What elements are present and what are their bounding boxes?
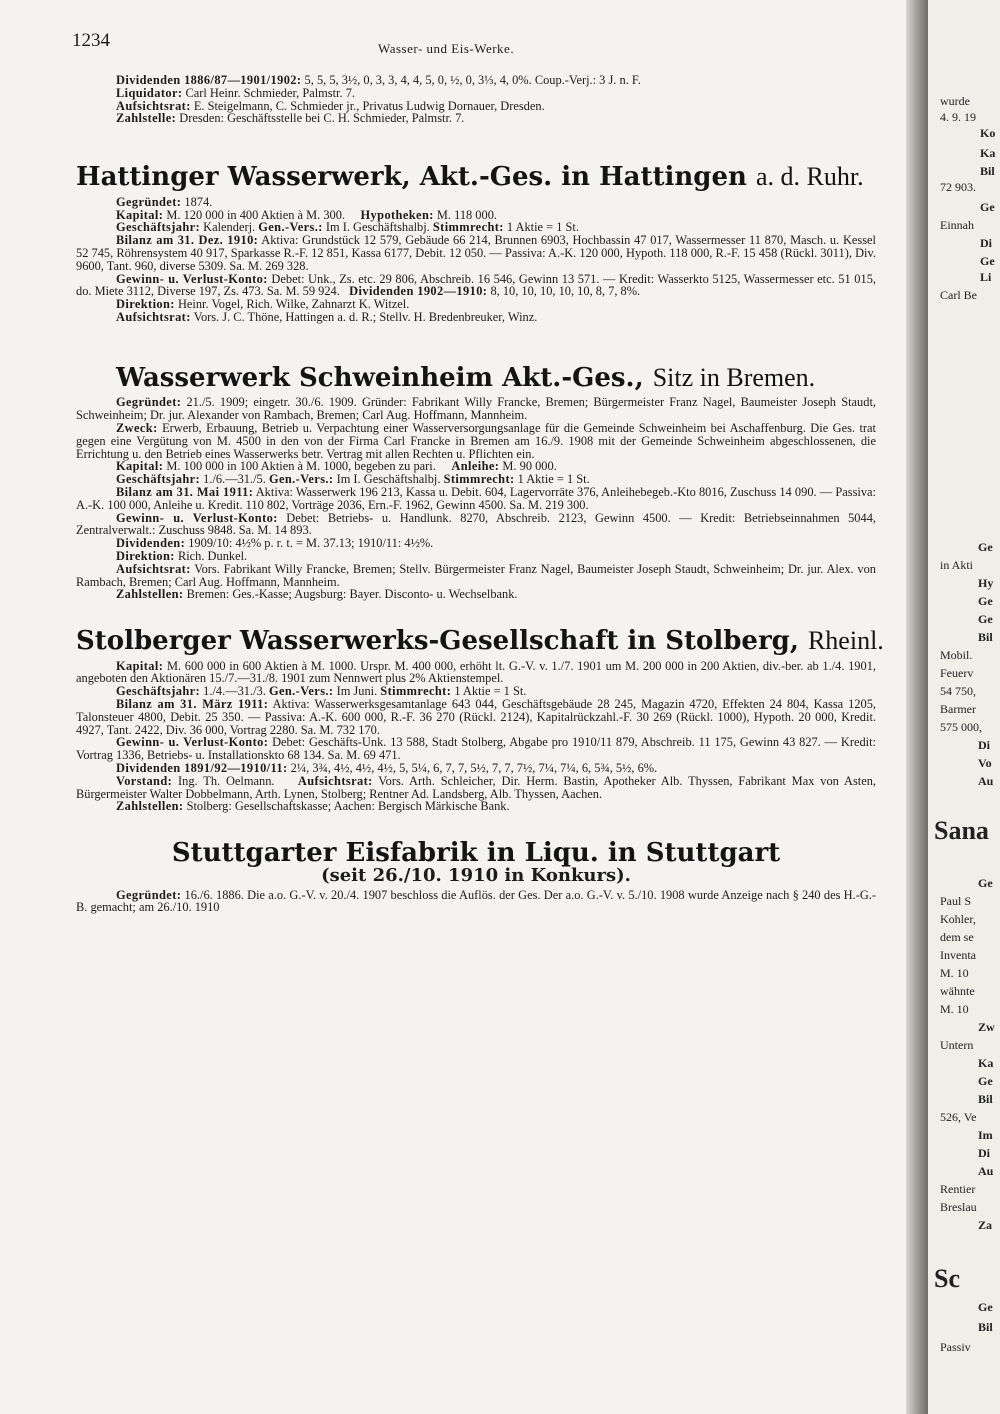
adjacent-fragment: 526, Ve (940, 1110, 977, 1124)
adjacent-fragment: Ge (980, 200, 995, 214)
field-value: 1874. (184, 194, 213, 209)
field-label: Kapital: (116, 207, 164, 222)
field-value: 8, 10, 10, 10, 10, 10, 8, 7, 8%. (490, 284, 641, 299)
adjacent-fragment: wähnte (940, 984, 975, 998)
field-value: Debet: Unk., Zs. etc. 29 806, Abschreib. 16 546, Gewinn 13 571. — Kredit: Wasserkto 5125, Wassermesser etc. 51 015, do. Miete 3112, Diverse 197, Zs. 473. Sa. M. 59 924. (76, 271, 876, 299)
field-value: 1./4.—31./3. (203, 684, 266, 699)
book-gutter (906, 0, 928, 1414)
field-value: M. 120 000 in 400 Aktien à M. 300. (166, 207, 346, 222)
field-value: 16./6. 1886. Die a.o. G.-V. v. 20./4. 1907 beschloss die Auflös. der Ges. Der a.o. G.-V. v. 5./10. 1908 wurde Anzeige nach § 240 des H.-G.-B. gemacht; am 26./10. 1910 (76, 887, 876, 915)
field-value: Coup.-Verj.: 3 J. n. F. (534, 73, 641, 87)
field-label: Zweck: (116, 420, 158, 435)
adjacent-fragment: 575 000, (940, 720, 982, 734)
field-label: Gegründet: (116, 194, 182, 209)
field-value: Rich. Dunkel. (177, 548, 248, 563)
field-value: Heinr. Vogel, Rich. Wilke, Zahnarzt K. Witzel. (177, 297, 410, 312)
field-value: Debet: Geschäfts-Unk. 13 588, Stadt Stolberg, Abgabe pro 1910/11 879, Abschreib. 11 175, Gewinn 43 827. — Kredit: Vortrag 1336, Betriebs- u. Installationskto 68 134. Sa. M. 69 471. (76, 735, 876, 763)
field-value: 1./6.—31./5. (203, 472, 266, 487)
entry-stolberger-wasserwerks (76, 626, 884, 814)
company-title: Stolberger Wasserwerks-Gesellschaft in Stolberg, Rheinl. (76, 626, 884, 657)
field-value: M. 600 000 in 600 Aktien à M. 1000. Urspr. M. 400 000, erhöht lt. G.-V. v. 1./7. 1901 um M. 200 000 in 200 Aktien, div.-ber. ab 1./4. 1901, angeboten den Aktionären 15./7.—31./8. 1901 zum Nennwert plus 2% Aktienstempel. (76, 658, 876, 686)
entry-hattinger-wasserwerk (76, 163, 876, 324)
field-label: Anleihe: (451, 459, 500, 474)
adjacent-fragment: Sc (934, 1264, 960, 1293)
adjacent-fragment: Ka (978, 1056, 994, 1070)
field-value: 5, 5, 5, 3½, 0, 3, 3, 4, 4, 5, 0, ½, 0, 3⅓, 4, 0%. (304, 73, 532, 87)
adjacent-fragment: Breslau (940, 1200, 977, 1214)
adjacent-fragment: Barmer (940, 702, 976, 716)
field-label: Kapital: (116, 459, 164, 474)
adjacent-fragment: Mobil. (940, 648, 973, 662)
field-value: 1 Aktie = 1 St. (506, 220, 579, 235)
adjacent-fragment: Ge (978, 1074, 993, 1088)
adjacent-fragment: Bil (978, 630, 993, 644)
field-label: Geschäftsjahr: (116, 220, 201, 235)
field-label: Bilanz am 31. März 1911: (116, 697, 269, 712)
field-value: Erwerb, Erbauung, Betrieb u. Verpachtung einer Wasserversorgungsanlage für die Gemeinde Schweinheim bei Aschaffenburg. Die Ges. trat gegen eine Vergütung von M. 4500 in den von der Firma Carl Francke in Bremen am 16./9. 1908 mit der Gemeinde Schweinheim abgeschlossenen, die Errichtung u. den Betrieb eines Wasserwerks betr. Vertrag mit allen Rechten u. Pflichten ein. (76, 420, 876, 461)
field-value: 1 Aktie = 1 St. (454, 684, 527, 699)
field-label: Gewinn- u. Verlust-Konto: (116, 735, 269, 750)
field-label: Dividenden 1886/87—1901/1902: (116, 73, 302, 87)
field-label: Stimmrecht: (432, 220, 504, 235)
adjacent-fragment: Bil (978, 1320, 993, 1334)
adjacent-fragment: 72 903. (940, 180, 976, 194)
adjacent-fragment: Vo (978, 756, 992, 770)
field-label: Direktion: (116, 297, 175, 312)
field-value: Kalenderj. (203, 220, 256, 235)
field-label: Aufsichtsrat: (116, 98, 191, 113)
field-label: Gen.-Vers.: (258, 220, 323, 235)
field-label: Zahlstelle: (116, 111, 177, 126)
adjacent-fragment: Ge (978, 1300, 993, 1314)
running-head: Wasser- und Eis-Werke. (378, 41, 515, 56)
field-value: Carl Heinr. Schmieder, Palmstr. 7. (185, 85, 355, 100)
adjacent-fragment: Im (978, 1128, 993, 1142)
adjacent-page-fragments (928, 0, 1000, 1414)
field-value: Dresden: Geschäftsstelle bei C. H. Schmieder, Palmstr. 7. (179, 111, 465, 126)
field-label: Dividenden 1891/92—1910/11: (116, 761, 288, 776)
field-label: Vorstand: (116, 773, 173, 788)
adjacent-fragment: Sana (934, 816, 989, 845)
adjacent-fragment: Di (978, 1146, 990, 1160)
field-value: M. 118 000. (436, 207, 497, 222)
field-label: Gegründet: (116, 887, 182, 902)
field-label: Zahlstellen: (116, 799, 184, 814)
company-title: Wasserwerk Schweinheim Akt.-Ges., Sitz in Bremen. (116, 362, 816, 393)
adjacent-fragment: Rentier (940, 1182, 976, 1196)
page-number: 1234 (72, 30, 110, 51)
field-label: Aufsichtsrat: (116, 309, 191, 324)
adjacent-fragment: Di (980, 236, 992, 250)
adjacent-fragment: Li (980, 270, 992, 284)
adjacent-fragment: Ge (978, 612, 993, 626)
field-value: E. Steigelmann, C. Schmieder jr., Privatus Ludwig Dornauer, Dresden. (193, 98, 545, 113)
adjacent-fragment: Paul S (940, 894, 972, 908)
field-value: Im I. Geschäftshalbj. (325, 220, 430, 235)
field-value: 1909/10: 4½% p. r. t. = M. 37.13; 1910/11: 4½%. (188, 536, 434, 551)
field-label: Aufsichtsrat: (116, 561, 191, 576)
field-value: 1 Aktie = 1 St. (517, 472, 590, 487)
adjacent-fragment: 54 750, (940, 684, 976, 698)
field-value: Bremen: Ges.-Kasse; Augsburg: Bayer. Disconto- u. Wechselbank. (186, 587, 518, 602)
field-label: Gen.-Vers.: (268, 684, 334, 699)
adjacent-fragment: Ko (980, 126, 996, 140)
adjacent-fragment: Di (978, 738, 990, 752)
adjacent-fragment: Einnah (940, 218, 974, 232)
field-value: Im Juni. (336, 684, 378, 699)
field-value: Stolberg: Gesellschaftskasse; Aachen: Bergisch Märkische Bank. (186, 799, 510, 814)
field-label: Gewinn- u. Verlust-Konto: (116, 271, 268, 286)
adjacent-fragment: 4. 9. 19 (940, 110, 976, 124)
field-label: Aufsichtsrat: (297, 773, 373, 788)
company-subtitle: (seit 26./10. 1910 in Konkurs). (321, 864, 631, 886)
adjacent-fragment: Passiv (940, 1340, 971, 1354)
field-label: Dividenden 1902—1910: (349, 284, 488, 299)
field-value: Aktiva: Grundstück 12 579, Gebäude 66 214, Brunnen 6903, Hochbassin 47 017, Wassermesser 11 870, Masch. u. Kessel 52 745, Röhrensystem 40 917, Sparkasse R.-F. 12 851, Kassa 6177, Debit. 12 050. — Passiva: A.-K. 120 000, Hypoth. 118 000, R.-F. 15 458 (Rückl. 3011), Div. 9600, Tant. 960, diverse 5309. Sa. M. 269 328. (76, 233, 876, 273)
field-label: Liquidator: (116, 85, 183, 100)
adjacent-fragment: Hy (978, 576, 994, 590)
field-value: 2¼, 3¾, 4½, 4½, 4½, 5, 5¼, 6, 7, 7, 5½, 7, 7, 7½, 7¼, 7¼, 6, 5¾, 5½, 6%. (290, 761, 658, 776)
adjacent-fragment: Ge (978, 876, 993, 890)
field-label: Stimmrecht: (380, 684, 452, 699)
entry-previous-continued (76, 74, 876, 125)
adjacent-fragment: Za (978, 1218, 993, 1232)
adjacent-fragment: Au (978, 774, 994, 788)
field-value: M. 90 000. (502, 459, 557, 474)
page-content (76, 73, 884, 915)
entry-stuttgarter-eisfabrik (76, 839, 876, 914)
field-label: Geschäftsjahr: (116, 472, 201, 487)
adjacent-fragment: in Akti (940, 558, 974, 572)
field-value: Vors. Arth. Schleicher, Dir. Herm. Bastin, Apotheker Alb. Thyssen, Fabrikant Max von Asten, Bürgermeister Walter Dobbelmann, Arth. Lynen, Stolberg; Rentner Ad. Landsberg, Alb. Thyssen, Aachen. (76, 773, 877, 801)
field-label: Bilanz am 31. Dez. 1910: (116, 233, 259, 248)
adjacent-fragment: dem se (940, 930, 974, 944)
adjacent-fragment: Ge (978, 540, 993, 554)
field-value: 21./5. 1909; eingetr. 30./6. 1909. Gründer: Fabrikant Willy Francke, Bremen; Bürgermeister Franz Nagel, Baumeister Joseph Staudt, Schweinheim; Dr. jur. Alexander von Rambach, Bremen; Carl Aug. Hoffmann, Mannheim. (76, 395, 876, 423)
adjacent-fragment: Ka (980, 146, 996, 160)
adjacent-fragment: M. 10 (940, 1002, 969, 1016)
field-value: Debet: Betriebs- u. Handlunk. 8270, Abschreib. 2123, Gewinn 4500. — Kredit: Betriebseinnahmen 5044, Zentralverwalt.: Zuschuss 9848. Sa. M. 14 893. (76, 510, 876, 538)
field-value: Vors. Fabrikant Willy Francke, Bremen; Stellv. Bürgermeister Franz Nagel, Baumeister Joseph Staudt, Schweinheim; Dr. jur. Alex. von Rambach, Bremen; Carl Aug. Hoffmann, Mannheim. (76, 561, 877, 589)
adjacent-fragment: Au (978, 1164, 994, 1178)
adjacent-fragment: Bil (980, 164, 995, 178)
field-value: Vors. J. C. Thöne, Hattingen a. d. R.; Stellv. H. Bredenbreuker, Winz. (193, 309, 538, 324)
company-title: Hattinger Wasserwerk, Akt.-Ges. in Hattingen a. d. Ruhr. (76, 162, 864, 193)
field-value: Aktiva: Wasserwerk 196 213, Kassa u. Debit. 604, Lagervorräte 376, Anleihebegeb.-Kto 8016, Zuschuss 14 090. — Passiva: A.-K. 100 000, Anleihe u. Kredit. 110 802, Vorträge 2036, Ern.-F. 1962, Gewinn 4500. Sa. M. 219 300. (76, 484, 876, 512)
adjacent-fragment: Feuerv (940, 666, 974, 680)
field-value: Ing. Th. Oelmann. (178, 773, 275, 788)
field-label: Gewinn- u. Verlust-Konto: (116, 510, 278, 525)
adjacent-fragment: Bil (978, 1092, 993, 1106)
field-label: Kapital: (116, 658, 164, 673)
field-label: Gen.-Vers.: (268, 472, 334, 487)
company-title: Stuttgarter Eisfabrik in Liqu. in Stuttgart (171, 838, 781, 869)
field-value: Im I. Geschäftshalbj. (336, 472, 441, 487)
field-label: Gegründet: (116, 395, 182, 410)
adjacent-fragment: Ge (978, 594, 993, 608)
adjacent-fragment: Zw (978, 1020, 995, 1034)
adjacent-fragment: Ge (980, 254, 995, 268)
adjacent-fragment: Kohler, (940, 912, 976, 926)
field-label: Dividenden: (116, 536, 186, 551)
field-value: Aktiva: Wasserwerksgesamtanlage 643 044, Geschäftsgebäude 28 245, Magazin 4720, Effekten 24 804, Kassa 1205, Talonsteuer 4800, Debit. 25 350. — Passiva: A.-K. 600 000, R.-F. 36 270 (Rückl. 2124), Kapitalrückzahl.-F. 30 269 (Rückl. 1000), Hypoth. 20 000, Kredit. 4927, Tant. 2422, Div. 36 000, Vortrag 2280. Sa. M. 732 170. (76, 697, 877, 737)
entry-wasserwerk-schweinheim (76, 364, 876, 601)
adjacent-fragment: wurde (940, 94, 970, 108)
adjacent-fragment: M. 10 (940, 966, 969, 980)
field-label: Hypotheken: (360, 207, 434, 222)
field-label: Bilanz am 31. Mai 1911: (116, 484, 254, 499)
field-label: Zahlstellen: (116, 587, 184, 602)
adjacent-fragment: Untern (940, 1038, 974, 1052)
field-label: Direktion: (116, 548, 175, 563)
adjacent-fragment: Carl Be (940, 288, 977, 302)
field-label: Stimmrecht: (443, 472, 515, 487)
adjacent-fragment: Inventa (940, 948, 976, 962)
field-value: M. 100 000 in 100 Aktien à M. 1000, begeben zu pari. (166, 459, 436, 474)
field-label: Geschäftsjahr: (116, 684, 201, 699)
